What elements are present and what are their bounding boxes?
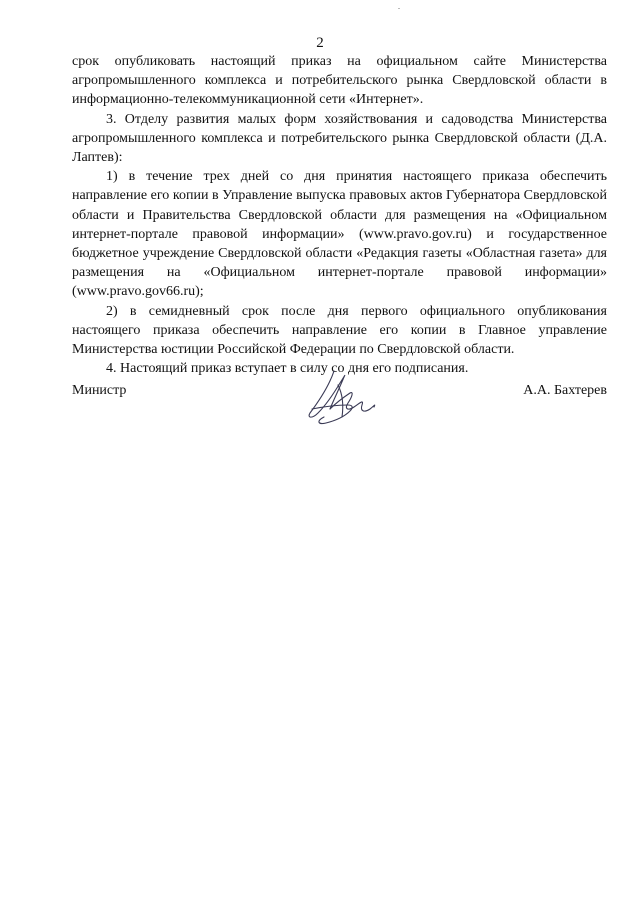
paragraph-item-3: 3. Отделу развития малых форм хозяйствования и садоводства Министерства агропромышленного комплекса и потребительского рынка Свердловской области (Д.А. Лаптев): <box>72 111 607 166</box>
paragraph-subitem-1: 1) в течение трех дней со дня принятия настоящего приказа обеспечить направление его копии в Управление выпуска правовых актов Губернатора Свердловской области и Правительства Свердловской области для размещения на «Официальном интернет-портале правовой информации» (www.pravo.gov.ru) и государственное бюджетное учреждение Свердловской области «Редакция газеты «Областная газета» для размещения на «Официальном интернет-портале правовой информации» (www.pravo.gov66.ru); <box>72 169 607 300</box>
handwritten-signature <box>304 363 384 433</box>
document-body <box>72 52 607 378</box>
scan-speck <box>398 8 400 9</box>
signatory-title: Министр <box>72 383 127 398</box>
page-number: 2 <box>316 35 324 51</box>
paragraph-item-4: 4. Настоящий приказ вступает в силу со дня его подписания. <box>106 361 469 377</box>
signature-block <box>72 375 607 445</box>
signatory-name: А.А. Бахтерев <box>523 383 607 398</box>
paragraph-continuation: срок опубликовать настоящий приказ на официальном сайте Министерства агропромышленного комплекса и потребительского рынка Свердловской области в информационно-телекоммуникационной сети «Интернет». <box>72 54 607 108</box>
paragraph-subitem-2: 2) в семидневный срок после дня первого официального опубликования настоящего приказа обеспечить направление его копии в Главное управление Министерства юстиции Российской Федерации по Свердловской области. <box>72 303 607 358</box>
